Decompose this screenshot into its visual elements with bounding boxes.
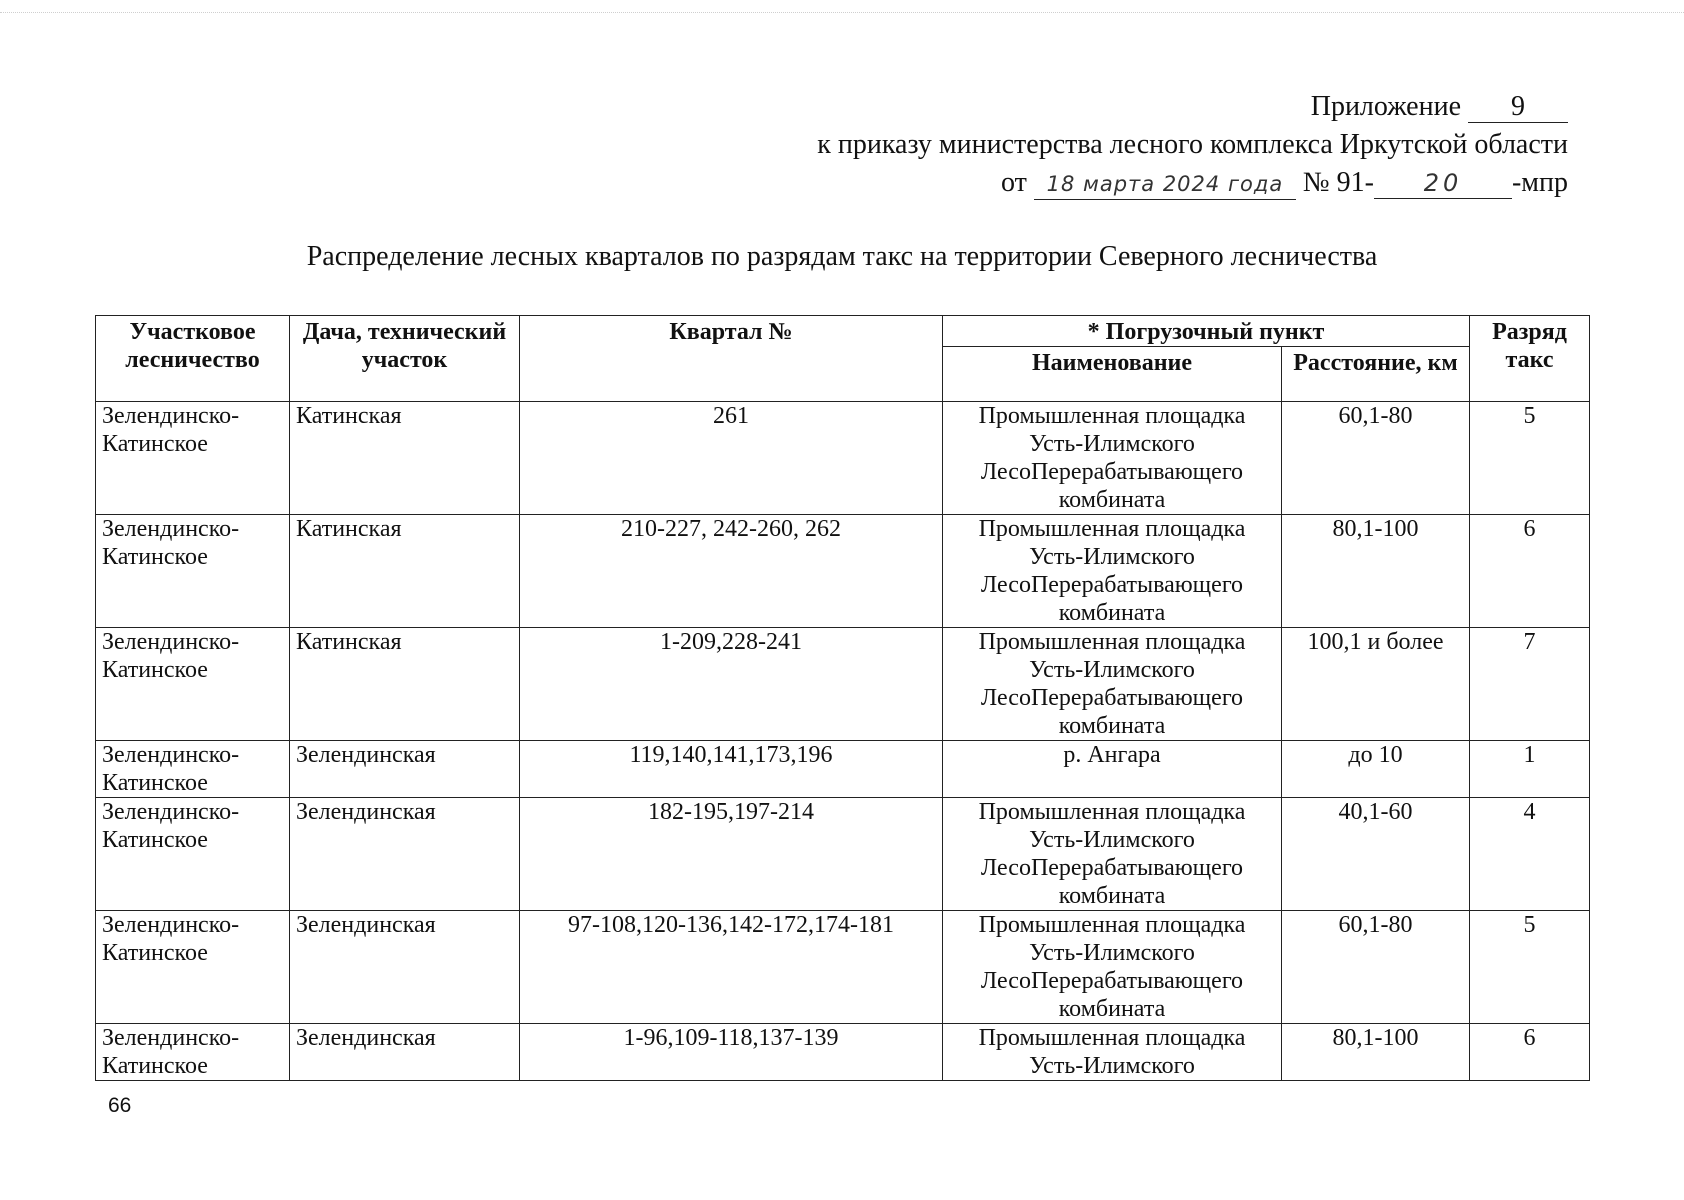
cell-rank: 6 xyxy=(1470,1024,1590,1081)
cell-forestry: Зелендинско-Катинское xyxy=(96,911,290,1024)
cell-quarter: 97-108,120-136,142-172,174-181 xyxy=(520,911,943,1024)
cell-distance: 100,1 и более xyxy=(1282,628,1470,741)
cell-quarter: 261 xyxy=(520,402,943,515)
cell-rank: 7 xyxy=(1470,628,1590,741)
cell-loading-name: Промышленная площадка Усть-Илимского xyxy=(943,1024,1282,1081)
cell-forestry: Зелендинско-Катинское xyxy=(96,402,290,515)
cell-forestry: Зелендинско-Катинское xyxy=(96,741,290,798)
cell-dacha: Зелендинская xyxy=(290,798,520,911)
table-container xyxy=(95,315,1589,1081)
cell-rank: 1 xyxy=(1470,741,1590,798)
document-title: Распределение лесных кварталов по разрядам такс на территории Северного лесничества xyxy=(306,241,1378,272)
table-row xyxy=(96,911,1590,1024)
cell-quarter: 119,140,141,173,196 xyxy=(520,741,943,798)
order-number-label: № 91- xyxy=(1302,167,1374,198)
cell-distance: 60,1-80 xyxy=(1282,402,1470,515)
cell-dacha: Катинская xyxy=(290,628,520,741)
order-number-suffix: -мпр xyxy=(1511,167,1568,198)
cell-loading-name: Промышленная площадка Усть-Илимского ЛесоПерерабатывающего комбината xyxy=(943,402,1282,515)
header-quarter: Квартал № xyxy=(520,316,943,402)
header-distance: Расстояние, км xyxy=(1282,347,1470,402)
cell-dacha: Зелендинская xyxy=(290,741,520,798)
cell-forestry: Зелендинско-Катинское xyxy=(96,515,290,628)
cell-distance: 80,1-100 xyxy=(1282,515,1470,628)
cell-loading-name: Промышленная площадка Усть-Илимского ЛесоПерерабатывающего комбината xyxy=(943,798,1282,911)
cell-forestry: Зелендинско-Катинское xyxy=(96,628,290,741)
header-rank: Разряд такс xyxy=(1470,316,1590,402)
cell-loading-name: Промышленная площадка Усть-Илимского ЛесоПерерабатывающего комбината xyxy=(943,911,1282,1024)
cell-rank: 4 xyxy=(1470,798,1590,911)
cell-dacha: Зелендинская xyxy=(290,1024,520,1081)
appendix-number: 9 xyxy=(1468,92,1568,123)
table-row xyxy=(96,515,1590,628)
order-date-line xyxy=(817,164,1568,202)
cell-rank: 5 xyxy=(1470,402,1590,515)
header-row-top xyxy=(96,316,1590,347)
forest-quarters-table xyxy=(95,315,1590,1081)
table-row xyxy=(96,741,1590,798)
table-row xyxy=(96,1024,1590,1081)
cell-forestry: Зелендинско-Катинское xyxy=(96,798,290,911)
handwritten-date: 18 марта 2024 года xyxy=(1034,169,1296,200)
order-line: к приказу министерства лесного комплекса Иркутской области xyxy=(817,129,1568,160)
cell-dacha: Зелендинская xyxy=(290,911,520,1024)
header-forestry: Участковое лесничество xyxy=(96,316,290,402)
cell-rank: 5 xyxy=(1470,911,1590,1024)
cell-distance: до 10 xyxy=(1282,741,1470,798)
cell-forestry: Зелендинско-Катинское xyxy=(96,1024,290,1081)
table-row xyxy=(96,628,1590,741)
header-loading-point: * Погрузочный пункт xyxy=(943,316,1470,347)
cell-dacha: Катинская xyxy=(290,402,520,515)
cell-loading-name: Промышленная площадка Усть-Илимского ЛесоПерерабатывающего комбината xyxy=(943,628,1282,741)
cell-distance: 80,1-100 xyxy=(1282,1024,1470,1081)
cell-quarter: 182-195,197-214 xyxy=(520,798,943,911)
from-label: от xyxy=(1001,167,1027,198)
cell-quarter: 1-209,228-241 xyxy=(520,628,943,741)
cell-loading-name: Промышленная площадка Усть-Илимского ЛесоПерерабатывающего комбината xyxy=(943,515,1282,628)
cell-rank: 6 xyxy=(1470,515,1590,628)
page-number: 66 xyxy=(108,1094,132,1117)
cell-distance: 40,1-60 xyxy=(1282,798,1470,911)
handwritten-order-number: 20 xyxy=(1374,168,1512,199)
cell-loading-name: р. Ангара xyxy=(943,741,1282,798)
appendix-line xyxy=(817,88,1568,126)
page-edge-line xyxy=(0,12,1684,14)
cell-quarter: 1-96,109-118,137-139 xyxy=(520,1024,943,1081)
cell-distance: 60,1-80 xyxy=(1282,911,1470,1024)
appendix-label: Приложение xyxy=(1310,91,1461,122)
appendix-header xyxy=(817,88,1568,202)
header-dacha: Дача, технический участок xyxy=(290,316,520,402)
cell-quarter: 210-227, 242-260, 262 xyxy=(520,515,943,628)
table-row xyxy=(96,402,1590,515)
table-row xyxy=(96,798,1590,911)
header-name: Наименование xyxy=(943,347,1282,402)
cell-dacha: Катинская xyxy=(290,515,520,628)
